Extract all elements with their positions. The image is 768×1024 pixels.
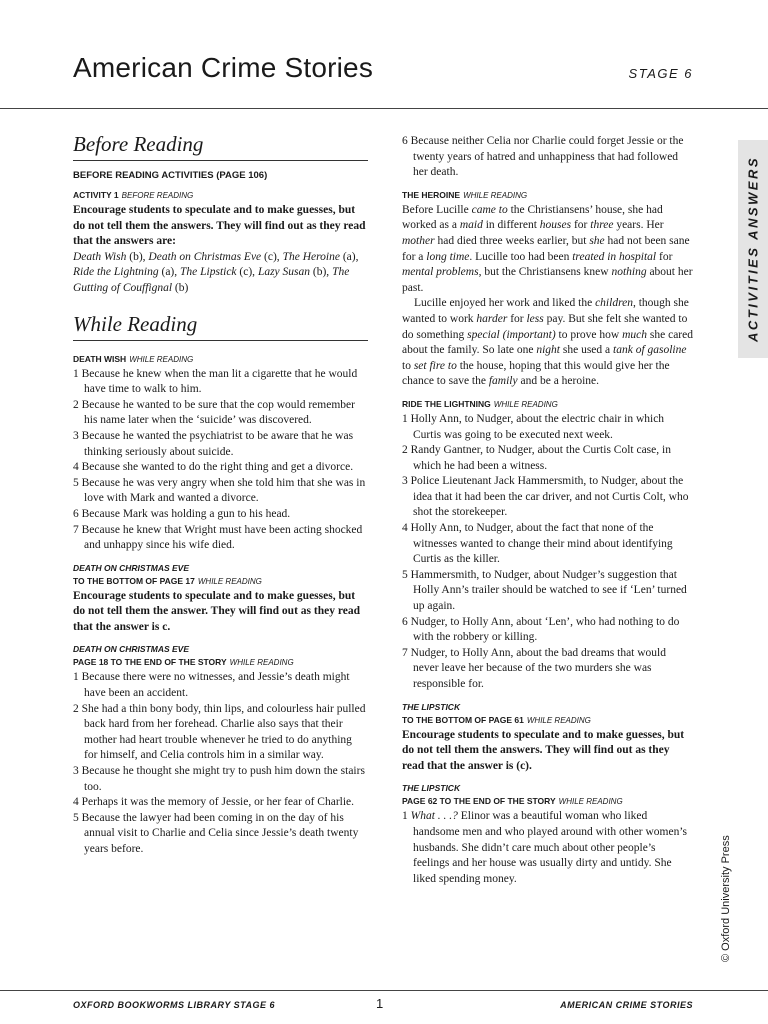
list-item: 7 Because he knew that Wright must have been acting shocked and unhappy since his wife died. <box>73 523 363 552</box>
heroine-heading: THE HEROINE WHILE READING <box>402 189 528 200</box>
while-reading-title: While Reading <box>73 312 368 341</box>
copyright-notice: © Oxford University Press <box>720 835 732 962</box>
footer-series: OXFORD BOOKWORMS LIBRARY STAGE 6 <box>73 1000 276 1010</box>
page-number: 1 <box>376 996 384 1011</box>
activity1-heading: ACTIVITY 1 BEFORE READING <box>73 190 194 200</box>
list-item: 1 Because he knew when the man lit a cigarette that he would have time to walk to him. <box>73 367 358 396</box>
lipstick1-instructions: Encourage students to speculate and to make guesses, but do not tell them the answers. They will find out as they read that the answer is (c). <box>402 728 685 772</box>
list-item: 6 Nudger, to Holly Ann, about ‘Len’, who had nothing to do with the robbery or killing. <box>402 615 680 644</box>
list-item: 7 Nudger, to Holly Ann, about the bad dreams that would never leave her because of the two murders she was responsible for. <box>402 646 666 690</box>
side-tab <box>738 140 768 358</box>
list-item: 4 Holly Ann, to Nudger, about the fact that none of the witnesses wanted to change their mind about identifying Curtis as the killer. <box>402 522 673 566</box>
list-item: 2 She had a thin bony body, thin lips, and colourless hair pulled back hard from her forehead. Charlie also says that their mother had heart trouble whenever he tried to do anything for himself, and Celia controls him in a similar way. <box>73 702 366 762</box>
right-column <box>402 134 694 887</box>
stage-label: STAGE 6 <box>628 66 693 81</box>
dce1-heading: DEATH ON CHRISTMAS EVE <box>73 562 190 573</box>
ride-the-lightning-heading: RIDE THE LIGHTNING WHILE READING <box>402 398 558 409</box>
side-tab-label: ACTIVITIES ANSWERS <box>745 155 761 343</box>
activity1-answers: Death Wish (b), Death on Christmas Eve (c), The Heroine (a), Ride the Lightning (a), The Lipstick (c), Lazy Susan (b), The Gutting of Couffignal (b) <box>73 250 359 294</box>
list-item: 1 What . . .? Elinor was a beautiful woman who liked handsome men and who played around with other women’s husbands. She didn’t care much about other people’s feelings and her house was usually dirty and untidy. She liked spending money. <box>402 810 688 885</box>
list-item: 4 Perhaps it was the memory of Jessie, or her fear of Charlie. <box>73 796 355 809</box>
list-item: 6 Because Mark was holding a gun to his head. <box>73 507 291 520</box>
left-column <box>73 132 368 858</box>
dce1-instructions: Encourage students to speculate and to make guesses, but do not tell them the answer. They will find out as they read that the answer is c. <box>73 589 360 633</box>
page-title: American Crime Stories <box>73 52 374 83</box>
footer-divider <box>0 990 768 991</box>
dce2-heading: DEATH ON CHRISTMAS EVE <box>73 644 190 655</box>
activity1-instructions: Encourage students to speculate and to make guesses, but do not tell them the answers. They will find out as they read that the answers are: <box>73 204 366 248</box>
list-item: 2 Randy Gantner, to Nudger, about the Curtis Colt case, in which he had been a witness. <box>402 444 671 472</box>
list-item: 1 Holly Ann, to Nudger, about the electric chair in which Curtis was going to be executed next week. <box>402 412 665 441</box>
list-item: 6 Because neither Celia nor Charlie could forget Jessie or the twenty years of hatred and unhappiness that had followed her death. <box>402 135 684 179</box>
lipstick2-heading: THE LIPSTICK <box>402 783 461 794</box>
dce2-subheading: PAGE 18 TO THE END OF THE STORY WHILE READING <box>73 657 294 668</box>
list-item: 3 Police Lieutenant Jack Hammersmith, to Nudger, about the idea that it had been the car driver, and not Curtis Colt, who shot the storekeeper. <box>402 475 689 519</box>
list-item: 3 Because he wanted the psychiatrist to be aware that he was thinking seriously about suicide. <box>73 429 354 458</box>
list-item: 3 Because he thought she might try to push him down the stairs too. <box>73 765 365 793</box>
lipstick2-subheading: PAGE 62 TO THE END OF THE STORY WHILE READING <box>402 796 623 807</box>
list-item: 5 Hammersmith, to Nudger, about Nudger’s suggestion that Holly Ann’s trailer should be watched to see if ‘Len’ turned up again. <box>402 568 687 613</box>
dce1-subheading: TO THE BOTTOM OF PAGE 17 WHILE READING <box>73 575 262 586</box>
list-item: 2 Because he wanted to be sure that the cop would remember his name later when the ‘suicide’ was discovered. <box>73 398 355 427</box>
death-wish-heading: DEATH WISH WHILE READING <box>73 353 194 364</box>
list-item: 1 Because there were no witnesses, and Jessie’s death might have been an accident. <box>73 671 350 700</box>
before-reading-title: Before Reading <box>73 132 368 161</box>
heroine-paragraph-1: Before Lucille came to the Christiansens’ house, she had worked as a maid in different houses for three years. Her mother had died three weeks earlier, but she had not been sane for a long time. Lucille too had been treated in hospital for mental problems, but the Christiansens knew nothing about her past. <box>402 203 693 294</box>
before-reading-subtitle: BEFORE READING ACTIVITIES (PAGE 106) <box>73 170 268 181</box>
list-item: 5 Because he was very angry when she told him that she was in love with Mark and wanted a divorce. <box>73 476 366 505</box>
footer-book-title: AMERICAN CRIME STORIES <box>560 1000 693 1010</box>
list-item: 5 Because the lawyer had been coming in on the day of his annual visit to Charlie and Celia since Jessie’s death twenty years before. <box>73 811 359 855</box>
heroine-paragraph-2: Lucille enjoyed her work and liked the children, though she wanted to work harder for less pay. But she felt she wanted to do something special (important) to prove how much she cared about the family. So late one night she used a tank of gasoline to set fire to the house, hoping that this would give her the chance to save the family and be a heroine. <box>402 297 693 388</box>
header-divider <box>0 108 768 109</box>
lipstick1-heading: THE LIPSTICK <box>402 701 461 712</box>
list-item: 4 Because she wanted to do the right thing and get a divorce. <box>73 461 354 474</box>
lipstick1-subheading: TO THE BOTTOM OF PAGE 61 WHILE READING <box>402 714 591 725</box>
